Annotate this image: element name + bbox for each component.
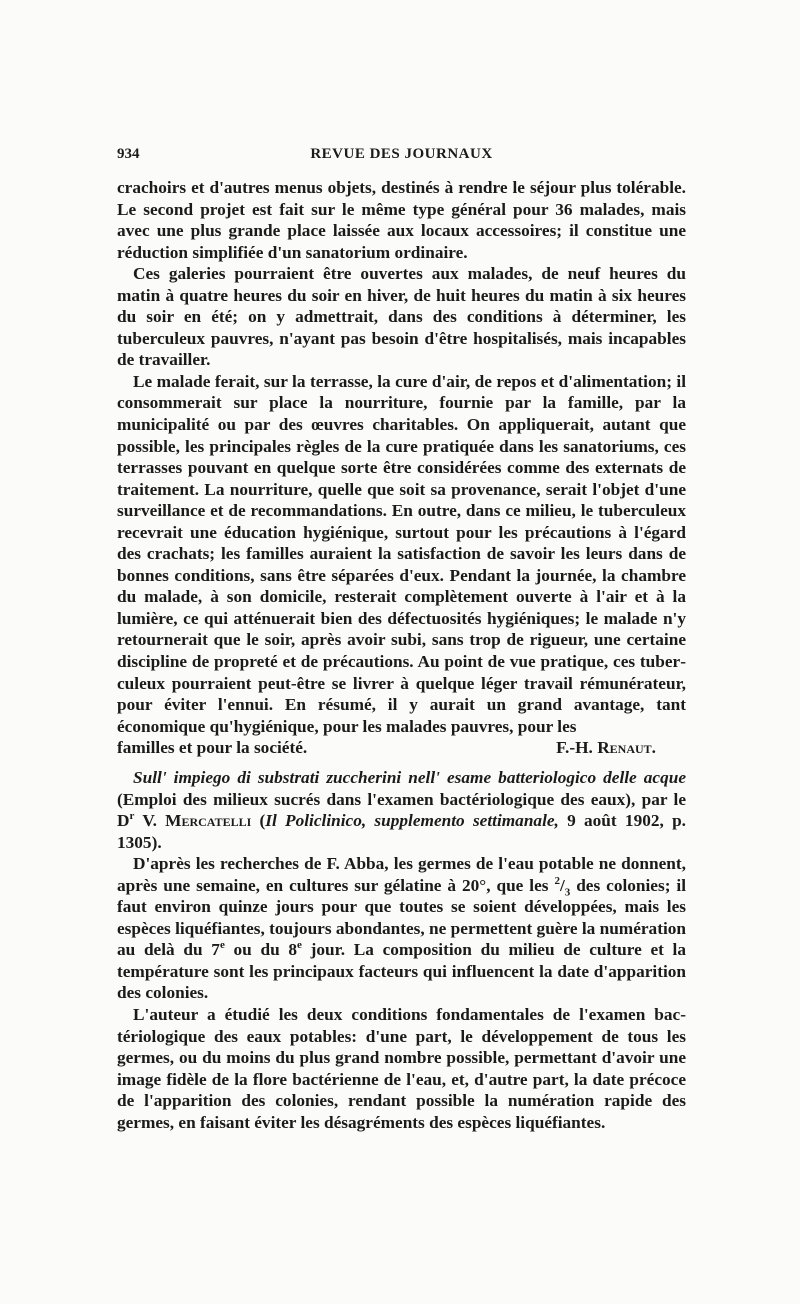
author-prefix-sup: r (129, 810, 135, 823)
fraction-slash: / (559, 875, 565, 895)
text-run: jour. La composition du milieu de culture et la température sont les principaux facteurs qui influencent la date d'apparition des colonies. (117, 940, 687, 1003)
article-citation (117, 767, 686, 853)
source-details: 9 août 1902, p. 1305). (117, 811, 686, 852)
page-number: 934 (117, 146, 140, 162)
ordinal-suffix: e (219, 939, 225, 952)
review-renaut (117, 177, 686, 759)
author-prefix: D (117, 811, 130, 831)
paragraph (117, 853, 686, 1004)
running-head (117, 146, 686, 170)
source-open: ( (251, 811, 266, 831)
fraction-numerator: 2 (554, 874, 560, 887)
closing-text: familles et pour la société. (117, 738, 308, 758)
journal-title: REVUE DES JOURNAUX (310, 146, 493, 162)
paragraph: Le malade ferait, sur la terrasse, la cure d'air, de repos et d'alimentation; il consommerait sur place la nourriture, fournie par la famille, par la municipalité ou par des œuvres charitables. On appliquerait, autant que possible, les principales règles de la cure pratiquée dans les sanatoriums, ces terrasses pouvant en quelque sorte être considérées comme des externats de traitement. La nourriture, quelle que soit sa provenance, serait l'objet d'une surveillance et de recommandations. En outre, dans ce milieu, le tuberculeux recevrait une éducation hygiénique, surtout pour les précautions à l'égard des crachats; les familles auraient la satisfaction de savoir les leurs dans de bonnes conditions, sans être séparées d'eux. Pendant la journée, la chambre du malade, à son domicile, resterait complètement ouverte à l'air et à la lumière, ce qui atténuerait bien des défectuosités hygiéniques; le malade n'y retournerait que le soir, après avoir subi, sans trop de rigueur, une certaine discipline de propreté et de précautions. Au point de vue pratique, ces tuberculeux pourraient peut-être se livrer à quelque léger travail rémunérateur, pour éviter l'ennui. En résumé, il y aurait un grand avantage, tant économique qu'hygiénique, pour les malades pauvres, pour les (117, 371, 686, 736)
paragraph: L'auteur a étudié les deux conditions fondamentales de l'examen bactériologique des eaux potables: d'une part, le développement de tous les germes, ou du moins du plus grand nombre possible, permettant d'avoir une image fidèle de la flore bactérienne de l'eau, et, d'autre part, la date précoce de l'apparition des colonies, rendant possible la numération rapide des germes, en faisant éviter les désagréments des espèces liquéfiantes. (117, 1005, 686, 1132)
author-signature: F.-H. Renaut. (556, 738, 656, 758)
closing-line (117, 737, 686, 759)
source-journal: Il Policlinico, supplemento settimanale, (265, 811, 559, 831)
text-run: D'après les recherches de F. Abba, les germes de l'eau potable ne donnent, après une semaine, en cultures sur gélatine à 20°, que les (117, 854, 686, 895)
fraction-denominator: 3 (564, 886, 571, 899)
article-title: Sull' impiego di substrati zuccherini nell' esame batteriologico delle acque (133, 768, 686, 787)
author-initial: V. (134, 811, 166, 831)
review-mercatelli (117, 767, 686, 1133)
text-run: des colonies; il faut environ quinze jours pour que toutes se soient développées, mais les espèces liquéfiantes, toujours abondantes, ne permettent guère la numération au delà du 7 (117, 875, 687, 960)
author-name: Mercatelli (165, 811, 252, 831)
paragraph: Ces galeries pourraient être ouvertes aux malades, de neuf heures du matin à quatre heures du soir en hiver, de huit heures du matin à six heures du soir en été; on y admettrait, dans des conditions à déterminer, les tuberculeux pauvres, n'ayant pas besoin d'être hospitalisés, mais incapables de travailler. (117, 264, 686, 370)
paragraph: crachoirs et d'autres menus objets, destinés à rendre le séjour plus tolérable. Le second projet est fait sur le même type général pour 36 malades, mais avec une plus grande place laissée aux locaux accessoires; il constitue une réduction simplifiée d'un sanatorium ordinaire. (117, 178, 686, 262)
ordinal-suffix: e (297, 939, 302, 952)
text-run: ou du 8 (224, 940, 298, 960)
title-translation: (Emploi des milieux sucrés dans l'examen bactériologique des eaux), par le (117, 789, 686, 809)
